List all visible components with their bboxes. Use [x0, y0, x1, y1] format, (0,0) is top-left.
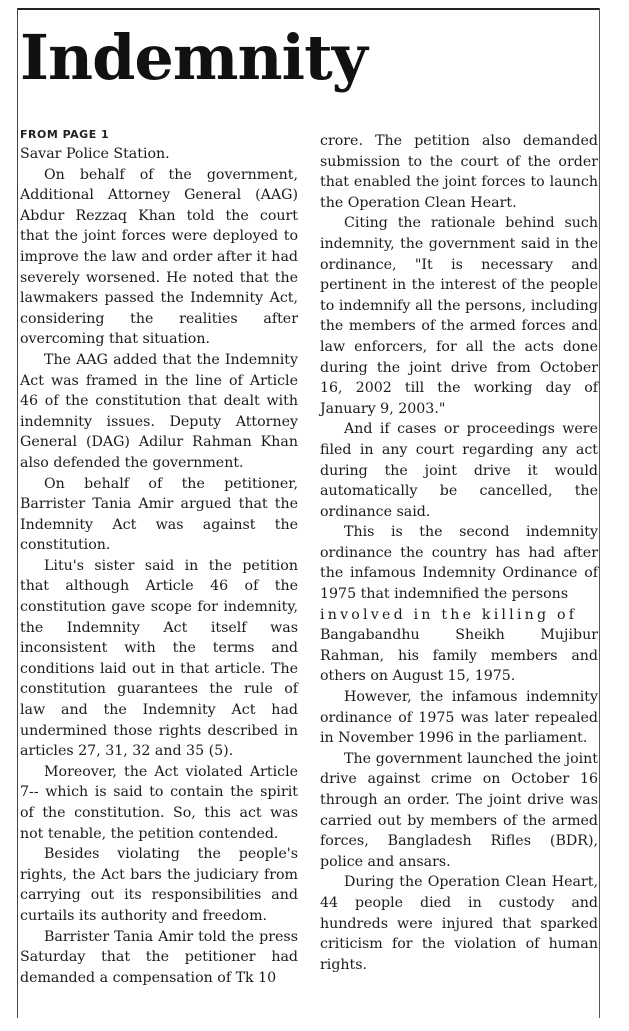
left-rule: [17, 8, 18, 1018]
paragraph: However, the infamous indemnity ordinance of 1975 was later repealed in November 1996 in the parliament.: [320, 689, 598, 747]
right-rule: [599, 8, 600, 1018]
paragraph: Besides violating the people's rights, the Act bars the judiciary from carrying out its responsibilities and curtails its authority and freedom.: [20, 846, 298, 924]
top-rule: [18, 8, 600, 10]
paragraph: And if cases or proceedings were filed in any court regarding any act during the joint drive it would automatically be cancelled, the ordinance said.: [320, 421, 598, 520]
headline: Indemnity: [20, 21, 367, 94]
paragraph: This is the second indemnity ordinance the country has had after the infamous Indemnity Ordinance of 1975 that indemnified the persons: [320, 524, 598, 603]
paragraph: The government launched the joint drive against crime on October 16 through an order. The joint drive was carried out by members of the armed forces, Bangladesh Rifles (BDR), police and ansars.: [320, 750, 598, 870]
article-column-right: [320, 131, 598, 975]
kicker: FROM PAGE 1: [20, 128, 110, 141]
paragraph: crore. The petition also demanded submission to the court of the order that enabled the joint forces to launch the Operation Clean Heart.: [320, 133, 598, 211]
paragraph: Moreover, the Act violated Article 7-- which is said to contain the spirit of the constitution. So, this act was not tenable, the petition contended.: [20, 763, 298, 842]
paragraph: Barrister Tania Amir told the press Saturday that the petitioner had demanded a compensation of Tk 10: [20, 928, 298, 986]
paragraph: On behalf of the government, Additional Attorney General (AAG) Abdur Rezzaq Khan told the court that the joint forces were deployed to improve the law and order after it had severely worsened. He noted that the lawmakers passed the Indemnity Act, considering the realities after overcoming that situation.: [20, 166, 298, 348]
paragraph: During the Operation Clean Heart, 44 people died in custody and hundreds were injured that sparked criticism for the violation of human rights.: [320, 874, 598, 973]
paragraph: Bangabandhu Sheikh Mujibur Rahman, his family members and others on August 15, 1975.: [320, 627, 598, 685]
paragraph: Citing the rationale behind such indemnity, the government said in the ordinance, "It is necessary and pertinent in the interest of the people to indemnify all the persons, including the members of the armed forces and law enforcers, for all the acts done during the joint drive from October 16, 2002 till the working day of January 9, 2003.": [320, 215, 598, 417]
paragraph: The AAG added that the Indemnity Act was framed in the line of Article 46 of the constitution that dealt with indemnity issues. Deputy Attorney General (DAG) Adilur Rahman Khan also defended the government.: [20, 351, 298, 471]
paragraph: On behalf of the petitioner, Barrister Tania Amir argued that the Indemnity Act was against the constitution.: [20, 475, 298, 554]
paragraph: Savar Police Station.: [20, 146, 170, 162]
paragraph: Litu's sister said in the petition that although Article 46 of the constitution gave scope for indemnity, the Indemnity Act itself was inconsistent with the terms and conditions laid out in that article. The constitution guarantees the rule of law and the Indemnity Act had undermined those rights described in articles 27, 31, 32 and 35 (5).: [20, 557, 298, 760]
article-column-left: [20, 128, 298, 988]
paragraph: involved in the killing of: [320, 606, 578, 623]
